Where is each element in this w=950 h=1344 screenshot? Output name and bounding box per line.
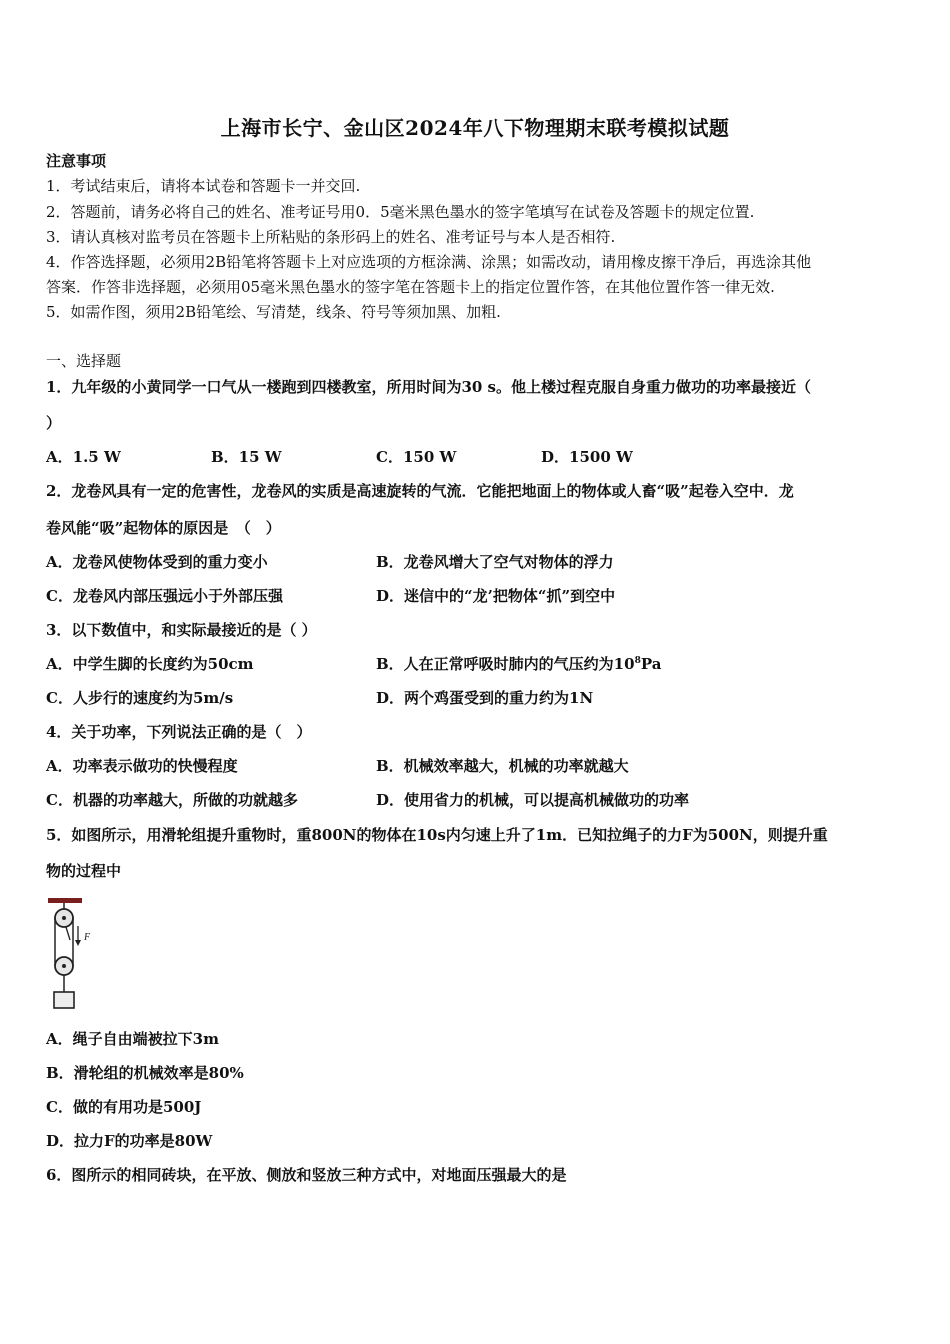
- q3-option-c: C．人步行的速度约为5m/s: [46, 689, 234, 707]
- question-4-text: 4．关于功率，下列说法正确的是（ ）: [46, 723, 312, 741]
- notice-item: 4．作答选择题，必须用2B铅笔将答题卡上对应选项的方框涂满、涂黑；如需改动，请用橡皮擦干净后，再选涂其他: [46, 253, 812, 271]
- q2-option-a: A．龙卷风使物体受到的重力变小: [46, 553, 268, 571]
- q3-option-b-unit: Pa: [640, 655, 662, 673]
- q2-option-c: C．龙卷风内部压强远小于外部压强: [46, 587, 283, 605]
- q3-option-d: D．两个鸡蛋受到的重力约为1N: [376, 689, 594, 707]
- pulley-system-figure: [44, 896, 104, 1014]
- notice-item: 答案．作答非选择题，必须用05毫米黑色墨水的签字笔在答题卡上的指定位置作答，在其他位置作答一律无效.: [46, 278, 775, 296]
- section-heading: 一、选择题: [46, 352, 122, 370]
- q4-option-d: D．使用省力的机械，可以提高机械做功的功率: [376, 791, 690, 809]
- notice-item: 3．请认真核对监考员在答题卡上所粘贴的条形码上的姓名、准考证号与本人是否相符.: [46, 228, 616, 246]
- q1-option-d: D．1500 W: [541, 448, 633, 466]
- q4-option-c: C．机器的功率越大，所做的功就越多: [46, 791, 298, 809]
- q4-option-a: A．功率表示做功的快慢程度: [46, 757, 238, 775]
- question-3-text: 3．以下数值中，和实际最接近的是（ ）: [46, 621, 317, 639]
- q1-option-c: C．150 W: [376, 448, 457, 466]
- notice-item: 1．考试结束后，请将本试卷和答题卡一并交回.: [46, 177, 361, 195]
- notice-item: 2．答题前，请务必将自己的姓名、准考证号用0．5毫米黑色墨水的签字笔填写在试卷及答题卡的规定位置.: [46, 203, 755, 221]
- q5-option-c: C．做的有用功是500J: [46, 1098, 202, 1116]
- q5-option-a: A．绳子自由端被拉下3m: [46, 1030, 219, 1048]
- question-1-text-cont: ）: [46, 414, 62, 432]
- ceiling-bar: [48, 898, 82, 903]
- q2-option-d: D．迷信中的“龙’把物体“抓”到空中: [376, 587, 616, 605]
- q3-option-a: A．中学生脚的长度约为50cm: [46, 655, 254, 673]
- page-title: 上海市长宁、金山区2024年八下物理期末联考模拟试题: [220, 116, 730, 140]
- q4-option-b: B．机械效率越大，机械的功率就越大: [376, 757, 629, 775]
- q5-option-b: B．滑轮组的机械效率是80%: [46, 1064, 244, 1082]
- question-5-text: 5．如图所示，用滑轮组提升重物时，重800N的物体在10s内匀速上升了1m．已知拉绳子的力F为500N，则提升重: [46, 826, 828, 844]
- question-2-text-cont: 卷风能“吸”起物体的原因是 （ ）: [46, 519, 281, 537]
- q3-option-b-exponent: 8: [634, 656, 641, 666]
- q1-option-a: A．1.5 W: [46, 448, 121, 466]
- question-6-text: 6．图所示的相同砖块，在平放、侧放和竖放三种方式中，对地面压强最大的是: [46, 1166, 567, 1184]
- question-1-text: 1．九年级的小黄同学一口气从一楼跑到四楼教室，所用时间为30 s。他上楼过程克服自身重力做功的功率最接近（: [46, 378, 811, 396]
- notice-item: 5．如需作图，须用2B铅笔绘、写清楚，线条、符号等须加黑、加粗.: [46, 303, 501, 321]
- force-label: F: [84, 932, 91, 943]
- q3-option-b: [376, 655, 661, 673]
- q5-option-d: D．拉力F的功率是80W: [46, 1132, 213, 1150]
- q3-option-b-text: B．人在正常呼吸时肺内的气压约为10: [376, 655, 635, 673]
- q1-option-b: B．15 W: [211, 448, 282, 466]
- q2-option-b: B．龙卷风增大了空气对物体的浮力: [376, 553, 614, 571]
- question-5-text-cont: 物的过程中: [46, 862, 122, 880]
- question-2-text: 2．龙卷风具有一定的危害性，龙卷风的实质是高速旋转的气流．它能把地面上的物体或人畜“吸”起卷入空中．龙: [46, 482, 794, 500]
- weight-block: [54, 992, 74, 1008]
- notice-heading: 注意事项: [46, 152, 107, 170]
